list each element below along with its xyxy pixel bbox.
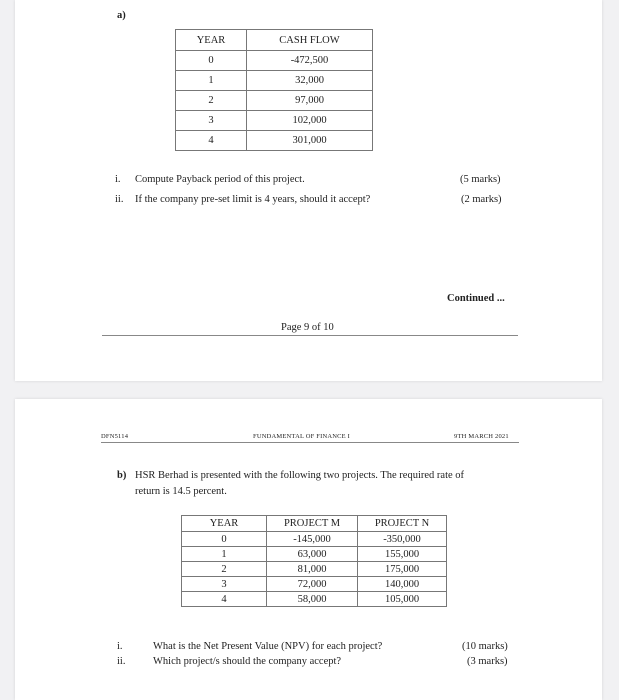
project-m-cell: 63,000 — [267, 547, 358, 562]
header-divider — [101, 442, 519, 443]
question-marks: (10 marks) — [462, 641, 508, 652]
question-number: i. — [117, 641, 123, 652]
question-marks: (2 marks) — [461, 194, 502, 205]
project-n-cell: 155,000 — [358, 547, 447, 562]
table-header-row — [182, 516, 447, 532]
cash-flow-table — [175, 29, 373, 151]
cash-flow-cell: 32,000 — [247, 71, 373, 91]
year-cell: 3 — [182, 577, 267, 592]
header-course-title: FUNDAMENTAL OF FINANCE I — [253, 433, 351, 440]
header-date: 9TH MARCH 2021 — [454, 433, 509, 440]
year-cell: 4 — [182, 592, 267, 607]
column-header-year: YEAR — [182, 516, 267, 532]
table-row — [182, 547, 447, 562]
year-cell: 2 — [182, 562, 267, 577]
question-number: i. — [115, 174, 121, 185]
project-n-cell: 140,000 — [358, 577, 447, 592]
question-number: ii. — [117, 656, 126, 667]
project-m-cell: 72,000 — [267, 577, 358, 592]
header-course-code: DFN5114 — [101, 433, 129, 440]
cash-flow-cell: 102,000 — [247, 111, 373, 131]
question-text: Compute Payback period of this project. — [135, 174, 305, 185]
intro-text-line1: HSR Berhad is presented with the following two projects. The required rate of — [135, 470, 465, 481]
column-header-project-n: PROJECT N — [358, 516, 447, 532]
projects-table — [181, 515, 447, 607]
project-m-cell: 81,000 — [267, 562, 358, 577]
question-text: What is the Net Present Value (NPV) for each project? — [153, 641, 383, 652]
year-cell: 1 — [182, 547, 267, 562]
question-marks: (3 marks) — [467, 656, 508, 667]
document-page-10 — [15, 399, 602, 700]
project-n-cell: 105,000 — [358, 592, 447, 607]
column-header-year: YEAR — [176, 30, 247, 51]
part-label-a: a) — [117, 10, 126, 21]
document-page-9 — [15, 0, 602, 381]
column-header-project-m: PROJECT M — [267, 516, 358, 532]
year-cell: 0 — [176, 51, 247, 71]
year-cell: 4 — [176, 131, 247, 151]
table-row — [182, 592, 447, 607]
question-marks: (5 marks) — [460, 174, 501, 185]
table-row — [176, 71, 373, 91]
table-row — [176, 91, 373, 111]
year-cell: 3 — [176, 111, 247, 131]
continued-label: Continued ... — [447, 293, 505, 304]
question-number: ii. — [115, 194, 124, 205]
cash-flow-cell: -472,500 — [247, 51, 373, 71]
year-cell: 1 — [176, 71, 247, 91]
question-text: Which project/s should the company accept? — [153, 656, 342, 667]
page-footer: Page 9 of 10 — [281, 322, 334, 333]
year-cell: 0 — [182, 532, 267, 547]
project-m-cell: -145,000 — [267, 532, 358, 547]
cash-flow-cell: 97,000 — [247, 91, 373, 111]
intro-text-line2: return is 14.5 percent. — [135, 486, 227, 497]
table-header-row — [176, 30, 373, 51]
table-row — [182, 562, 447, 577]
project-n-cell: -350,000 — [358, 532, 447, 547]
year-cell: 2 — [176, 91, 247, 111]
table-row — [176, 111, 373, 131]
table-row — [182, 577, 447, 592]
question-text: If the company pre-set limit is 4 years, should it accept? — [135, 194, 371, 205]
project-n-cell: 175,000 — [358, 562, 447, 577]
column-header-cash-flow: CASH FLOW — [247, 30, 373, 51]
table-row — [176, 51, 373, 71]
cash-flow-cell: 301,000 — [247, 131, 373, 151]
project-m-cell: 58,000 — [267, 592, 358, 607]
table-row — [182, 532, 447, 547]
part-label-b: b) — [117, 470, 127, 481]
table-row — [176, 131, 373, 151]
footer-divider — [102, 335, 518, 336]
